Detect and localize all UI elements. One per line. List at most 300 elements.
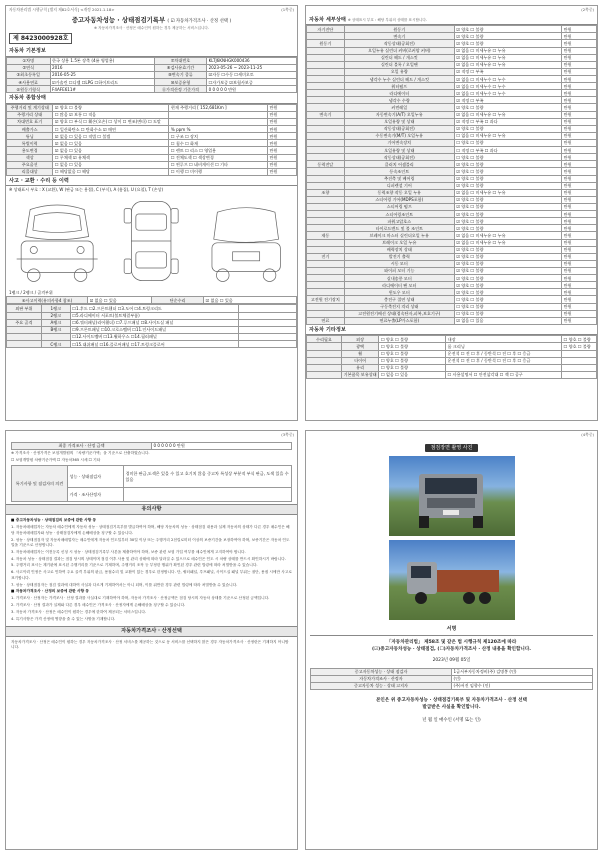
detail-row bbox=[307, 211, 597, 218]
state-row bbox=[7, 154, 297, 161]
detail-row-cell: 작동상태(공회전) bbox=[344, 40, 454, 47]
basic-info-row-cell: ☑가솔린 ☐디젤 ☐LPG ☐하이브리드 bbox=[50, 79, 154, 86]
accident-section: 사고 · 교환 · 수리 등 이력 bbox=[6, 177, 297, 187]
frame-row-cell bbox=[238, 326, 296, 333]
frame-row-cell bbox=[41, 333, 70, 340]
state-row-cell: 만원 bbox=[267, 118, 296, 125]
detail-row-cell bbox=[307, 54, 345, 61]
notice-paragraph: 2. 성능 · 상태점검자 및 자동차매매업자는 매수인에게 자동차 인도일부터 30일 이상 또는 주행거리 2천킬로미터 이상의 보증기간을 보장하여야 하며, 보증기간은 자동차 인도일을 기준으로 산정합니다. bbox=[11, 537, 290, 547]
detail-row-cell bbox=[307, 282, 345, 289]
detail-row-cell: 클러치 어셈블리 bbox=[344, 161, 454, 168]
certificate-line-1: 「자동차관리법」 제58조 및 같은 법 시행규칙 제120조에 따라 bbox=[386, 640, 517, 646]
detail-row bbox=[307, 189, 597, 196]
state-row-cell bbox=[169, 111, 268, 118]
other-row-cell: ☐ 사용설명서 ☐ 안전삼각대 ☐ 잭 ☐ 공구 bbox=[446, 371, 562, 378]
detail-row bbox=[307, 147, 597, 154]
other-row-cell: 운전석 ☐ 전 ☐ 후 / 동반석 ☐ 전 ☐ 후 ☐ 응급 bbox=[446, 350, 562, 357]
state-row-cell: 주행거리 및 계기상태 bbox=[7, 104, 53, 111]
detail-row-cell bbox=[307, 239, 345, 246]
detail-row-cell: 만원 bbox=[562, 175, 597, 182]
frame-row-cell: ☐15.대쉬패널 ☐16.플로어패널 ☐17.트렁크플로어 bbox=[70, 341, 238, 348]
vehicle-rear-view-diagram bbox=[201, 196, 291, 286]
detail-row-cell bbox=[307, 289, 345, 296]
notice-paragraph: 1. 가격조사 · 산정자는 가격조사 · 산정 결과를 사실대로 기재하여야 하며, 자동차 가격조사 · 산정금액은 점검 당시의 자동차 상태를 기준으로 산정된 금액입니다. bbox=[11, 596, 270, 601]
detail-row-cell: 스티어링조인트 bbox=[344, 211, 454, 218]
detail-row-cell bbox=[307, 260, 345, 267]
detail-row-cell bbox=[307, 175, 345, 182]
basic-info-row-cell: ☑자동 ☐수동 ☐세미오토 bbox=[207, 71, 297, 78]
other-row-cell: ☐ 양호 ☐ 불량 bbox=[379, 364, 446, 371]
remark-row-label: 성능 · 상태점검자 bbox=[68, 466, 124, 488]
frame-row-cell: ☐6.쿼터패널(리어휀더) ☐7.루프패널 ☐8.사이드실 패널 bbox=[70, 319, 238, 326]
detail-row-cell: 등속조인트 bbox=[344, 168, 454, 175]
state-row-cell: ☐ 이행 ☐ 미이행 bbox=[169, 168, 268, 175]
detail-row bbox=[307, 54, 597, 61]
state-row-cell: 만원 bbox=[267, 161, 296, 168]
basic-info-row bbox=[7, 71, 297, 78]
other-row-cell: ☐ 양호 ☐ 불량 bbox=[379, 350, 446, 357]
detail-row-cell: 만원 bbox=[562, 303, 597, 310]
detail-row-cell: 오일누유 실린더 커버(로커암 커버) bbox=[344, 47, 454, 54]
detail-row-cell: 오일 유량 bbox=[344, 68, 454, 75]
detail-row-cell: ☑ 양호 ☐ 불량 bbox=[454, 40, 561, 47]
detail-row-cell bbox=[307, 203, 345, 210]
detail-row-cell: 작동상태(공회전) bbox=[344, 125, 454, 132]
detail-table bbox=[306, 25, 597, 325]
other-row-cell: ☐ 양호 ☐ 불량 bbox=[379, 357, 446, 364]
detail-row-cell: 동력조향 작동 오일 누유 bbox=[344, 189, 454, 196]
page-4 bbox=[305, 430, 598, 850]
other-row-cell: ☐ 양호 ☐ 불량 bbox=[379, 336, 446, 343]
frame-row-cell bbox=[238, 341, 296, 348]
detail-row bbox=[307, 203, 597, 210]
state-row-cell: 용도변경 bbox=[7, 147, 53, 154]
other-row-cell bbox=[446, 364, 562, 371]
detail-row-cell: 워터펌프 bbox=[344, 83, 454, 90]
detail-row-cell: ☑ 양호 ☐ 불량 bbox=[454, 168, 561, 175]
frame-row-cell: ☐5.라디에이터 서포트(볼트체결부품) bbox=[70, 312, 238, 319]
state-row-cell: 만원 bbox=[267, 168, 296, 175]
detail-row-cell: ☑ 양호 ☐ 불량 bbox=[454, 246, 561, 253]
detail-row-cell: ☑ 적정 ☐ 부족 bbox=[454, 97, 561, 104]
basic-info-row-cell: ⑧검사유효기간 bbox=[154, 64, 206, 71]
other-row-cell: 룸 크리닝 bbox=[446, 343, 562, 350]
signer-row-cell: 중고자동차성능 · 상태 점검자 bbox=[311, 668, 452, 675]
detail-row-cell: 만원 bbox=[562, 282, 597, 289]
page-header bbox=[306, 431, 597, 440]
document-title bbox=[6, 16, 297, 25]
state-row bbox=[7, 126, 297, 133]
state-row bbox=[7, 118, 297, 125]
basic-info-row-cell: ⑦차대번호 bbox=[154, 57, 206, 64]
detail-row bbox=[307, 47, 597, 54]
detail-row-cell bbox=[307, 132, 345, 139]
detail-row-cell: ☑ 적정 ☐ 부족 bbox=[454, 68, 561, 75]
detail-row-cell: 냉각수 누수 실린더 헤드 / 개스킷 bbox=[344, 76, 454, 83]
other-row-cell bbox=[307, 364, 342, 371]
detail-row-cell: 스티어링 펌프 bbox=[344, 203, 454, 210]
state-row-cell: 주행거리 상태 bbox=[7, 111, 53, 118]
basic-info-row-cell: 0 0 0 0 0 만원 bbox=[207, 86, 297, 93]
page-header bbox=[6, 431, 297, 440]
basic-info-row-cell: 2016 bbox=[50, 64, 154, 71]
state-row-cell: ☐ 무채색 ☑ 유채색 bbox=[53, 154, 169, 161]
detail-row-cell: 실린더 헤드 / 개스킷 bbox=[344, 54, 454, 61]
page-number: (2쪽중) bbox=[581, 7, 594, 12]
detail-row bbox=[307, 90, 597, 97]
detail-row-cell: 만원 bbox=[562, 104, 597, 111]
basic-info-table bbox=[6, 57, 297, 94]
detail-row-cell: ☑ 없음 ☐ 미세누유 ☐ 누유 bbox=[454, 232, 561, 239]
detail-row bbox=[307, 317, 597, 324]
frame-row-cell bbox=[7, 333, 42, 340]
detail-row bbox=[307, 296, 597, 303]
basic-info-row-cell: ④사용연료 bbox=[7, 79, 51, 86]
frame-row-cell: B랭크 bbox=[41, 326, 70, 333]
state-row-cell: ☐ 많음 ☑ 보통 ☐ 적음 bbox=[53, 111, 169, 118]
state-row-cell: 리콜대상 bbox=[7, 168, 53, 175]
detail-row-cell: 만원 bbox=[562, 47, 597, 54]
price-note-2: ☐ 보험개발원 차량기준가액 ☐ 자동차365 시세 ☐ 기타 bbox=[11, 458, 101, 463]
detail-row bbox=[307, 239, 597, 246]
detail-row-cell: ☐ 적정 ☐ 부족 ☐ 과다 bbox=[454, 147, 561, 154]
detail-row-cell: 만원 bbox=[562, 296, 597, 303]
detail-row-cell: ☑ 양호 ☐ 불량 bbox=[454, 196, 561, 203]
other-row-cell: ☐ 없음 ☐ 있음 bbox=[379, 371, 446, 378]
frame-row bbox=[7, 341, 297, 348]
notice-band: 유의사항 bbox=[6, 504, 297, 515]
frame-row-cell: A랭크 bbox=[41, 319, 70, 326]
frame-row-cell bbox=[238, 305, 296, 312]
state-row-cell: 차대번호 표기 bbox=[7, 118, 53, 125]
detail-row-cell: 만원 bbox=[562, 33, 597, 40]
state-row bbox=[7, 133, 297, 140]
detail-row-cell: 커먼레일 bbox=[344, 104, 454, 111]
other-row-cell: ☐ 양호 ☐ 불량 bbox=[562, 336, 597, 343]
page-header bbox=[306, 6, 597, 15]
notice-paragraph: 7. 성능 · 상태점검자는 점검 결과에 대하여 사실과 다르게 기재하여서는 아니 되며, 이를 위반한 경우 관련 법령에 따라 처벌받을 수 있습니다. bbox=[11, 582, 238, 587]
other-table bbox=[306, 335, 597, 379]
other-row bbox=[307, 336, 597, 343]
remark-table bbox=[11, 465, 292, 502]
detail-row-cell: ☑ 양호 ☐ 불량 bbox=[454, 253, 561, 260]
title-text: 중고자동차성능 · 상태점검기록부 bbox=[71, 15, 166, 24]
detail-row bbox=[307, 125, 597, 132]
detail-row bbox=[307, 275, 597, 282]
frame-row-cell bbox=[238, 312, 296, 319]
other-row-cell bbox=[307, 371, 342, 378]
other-row-cell: 광택 bbox=[341, 343, 379, 350]
detail-row-cell: 실린더 블록 / 오일팬 bbox=[344, 61, 454, 68]
detail-row bbox=[307, 282, 597, 289]
document-number: 제 8423000928호 bbox=[9, 33, 72, 45]
detail-row-cell: 만원 bbox=[562, 90, 597, 97]
detail-row-cell: ☐ 양호 ☐ 불량 bbox=[454, 139, 561, 146]
detail-row bbox=[307, 310, 597, 317]
state-row bbox=[7, 168, 297, 175]
frame-row bbox=[7, 333, 297, 340]
detail-row-cell: ☐ 양호 ☐ 불량 bbox=[454, 303, 561, 310]
other-row-cell bbox=[562, 371, 597, 378]
frame-row bbox=[7, 312, 297, 319]
state-row bbox=[7, 147, 297, 154]
detail-row-cell: 배력장치 상태 bbox=[344, 246, 454, 253]
detail-row-cell: 만원 bbox=[562, 182, 597, 189]
state-row-cell: 만원 bbox=[267, 154, 296, 161]
state-row-cell: 배출가스 bbox=[7, 126, 53, 133]
detail-row-cell bbox=[307, 68, 345, 75]
detail-row bbox=[307, 118, 597, 125]
frame-table bbox=[6, 304, 297, 348]
detail-row bbox=[307, 76, 597, 83]
other-row-cell bbox=[307, 343, 342, 350]
state-row-cell: 만원 bbox=[267, 104, 296, 111]
detail-row-cell: ☑ 양호 ☐ 불량 bbox=[454, 125, 561, 132]
detail-section-title: 자동차 세부상태 bbox=[309, 16, 346, 23]
other-row-cell bbox=[307, 357, 342, 364]
state-row-cell: ☐ 없음 ☐ 있음 bbox=[53, 161, 169, 168]
detail-row bbox=[307, 154, 597, 161]
final-price-value: 0 0 0 0 0 0 만원 bbox=[152, 442, 292, 449]
detail-row bbox=[307, 104, 597, 111]
detail-row-cell: 만원 bbox=[562, 68, 597, 75]
other-row-cell: 타이어 bbox=[341, 357, 379, 364]
detail-row-cell bbox=[307, 104, 345, 111]
detail-row-cell bbox=[307, 76, 345, 83]
detail-row bbox=[307, 139, 597, 146]
other-row-cell: 내장 bbox=[446, 336, 562, 343]
confirm-line-1: 본인은 위 중고자동차성능 · 상태점검기록부 및 자동차가격조사 · 산정 선택 bbox=[375, 697, 527, 703]
detail-row-cell bbox=[307, 139, 345, 146]
basic-info-row-cell: 2023-05-26 ~ 2023-11-25 bbox=[207, 64, 297, 71]
state-row-cell: 튜닝 bbox=[7, 133, 53, 140]
frame-row bbox=[7, 326, 297, 333]
detail-row-cell: ☑ 양호 ☐ 불량 bbox=[454, 225, 561, 232]
other-row-cell: 유리 bbox=[341, 364, 379, 371]
state-row-cell: 만원 bbox=[267, 111, 296, 118]
other-row-cell bbox=[307, 350, 342, 357]
detail-row-cell: 만원 bbox=[562, 83, 597, 90]
detail-row bbox=[307, 253, 597, 260]
detail-row-cell: ☑ 양호 ☐ 불량 bbox=[454, 218, 561, 225]
certificate-date: 2023년 09월 05일 bbox=[432, 658, 471, 664]
detail-row-cell: 자동변속기(A/T) 오일누유 bbox=[344, 111, 454, 118]
notice-paragraph: 3. 자동차매매업자는 이전등록 신청 시 성능 · 상태점검기록부 사본을 제출하여야 하며, 보증 관련 보험 가입 여부를 매수인에게 고지하여야 합니다. bbox=[11, 549, 246, 554]
detail-row-cell: 만원 bbox=[562, 203, 597, 210]
detail-row-cell: 만원 bbox=[562, 40, 597, 47]
detail-row bbox=[307, 232, 597, 239]
state-row-cell: 만원 bbox=[267, 126, 296, 133]
basic-info-row-cell: F4AFE611# bbox=[50, 86, 154, 93]
detail-row-cell: 만원 bbox=[562, 246, 597, 253]
notice-title: ■ 중고자동차성능 · 상태점검의 보증에 관한 사항 등 bbox=[11, 518, 97, 523]
detail-row-cell: 오일유량 및 상태 bbox=[344, 118, 454, 125]
detail-row-cell: 충전구 절연 상태 bbox=[344, 296, 454, 303]
accident-history-value: ☑ 없음 ☐ 있음 bbox=[88, 297, 152, 304]
notice-title-2: ■ 자동차가격조사 · 산정의 보증에 관한 사항 등 bbox=[11, 589, 89, 594]
detail-row-cell: 원동기 bbox=[307, 40, 345, 47]
state-row-cell: ☑ 양호 ☐ 부식 ☐ 훼손(오손) ☐ 상이 ☐ 변조(변타) ☐ 도말 bbox=[53, 118, 169, 125]
detail-row-cell: 작동상태(공회전) bbox=[344, 154, 454, 161]
state-section: 자동차 종합상태 bbox=[6, 94, 297, 104]
detail-row bbox=[307, 61, 597, 68]
state-row-cell: ☐ 해당없음 ☐ 해당 bbox=[53, 168, 169, 175]
detail-row-cell: 만원 bbox=[562, 132, 597, 139]
detail-row-cell: 만원 bbox=[562, 168, 597, 175]
detail-row-cell bbox=[307, 211, 345, 218]
truck-front-photo bbox=[389, 456, 515, 536]
detail-row-cell: 변속기 bbox=[307, 111, 345, 118]
state-row-cell: 색상 bbox=[7, 154, 53, 161]
page-number: (1쪽중) bbox=[281, 7, 294, 12]
state-row-cell: ☐ 침수 ☐ 화재 bbox=[169, 140, 268, 147]
basic-info-row-cell: 한국 상용 1.5톤 장축 (4륜 영업용) bbox=[50, 57, 154, 64]
detail-row bbox=[307, 168, 597, 175]
state-row-cell: 특별이력 bbox=[7, 140, 53, 147]
notice-paragraph: 1. 자동차매매업자는 자동차 매수인에게 자동차 성능 · 상태점검기록부를 발급하여야 하며, 해당 자동차의 성능 · 상태점검 내용과 실제 자동차의 상태가 다른 경우 매수인은 해당 자동차매매업자와 성능 · 상태점검자에게 손해배상을 청구할 수 있습니다. bbox=[11, 525, 290, 535]
detail-row-cell: 라디에이터 bbox=[344, 90, 454, 97]
state-row bbox=[7, 140, 297, 147]
detail-row-cell: ☑ 양호 ☐ 불량 bbox=[454, 26, 561, 33]
detail-row bbox=[307, 260, 597, 267]
state-row-cell: ☑ 없음 ☐ 있음 ☐ 적법 ☐ 불법 bbox=[53, 133, 169, 140]
detail-row-cell: ☑ 양호 ☐ 불량 bbox=[454, 260, 561, 267]
detail-row-cell: 스티어링 기어(MDPS포함) bbox=[344, 196, 454, 203]
basic-info-row bbox=[7, 86, 297, 93]
detail-row-cell: ☑ 양호 ☐ 불량 bbox=[454, 282, 561, 289]
detail-row-cell: ☑ 적정 ☐ 부족 ☐ 과다 bbox=[454, 118, 561, 125]
final-price-table bbox=[11, 442, 292, 450]
confirm-line-2: 발급받은 사실을 확인합니다. bbox=[422, 704, 481, 710]
state-row-cell: ☐ 렌트 ☐ 리스 ☐ 영업용 bbox=[169, 147, 268, 154]
frame-row-cell: ☐1.후드 ☐2.프론트휀더 ☐3.도어 ☐4.트렁크리드 bbox=[70, 305, 238, 312]
other-row-cell: 운전석 ☐ 전 ☐ 후 / 동반석 ☐ 전 ☐ 후 ☐ 응급 bbox=[446, 357, 562, 364]
detail-row-cell: 만원 bbox=[562, 139, 597, 146]
page-number: (3쪽중) bbox=[281, 432, 294, 437]
detail-row bbox=[307, 26, 597, 33]
detail-row bbox=[307, 33, 597, 40]
detail-row bbox=[307, 182, 597, 189]
other-row-cell bbox=[562, 364, 597, 371]
basic-info-row bbox=[7, 79, 297, 86]
detail-row-cell: ☑ 없음 ☐ 미세누유 ☐ 누유 bbox=[454, 189, 561, 196]
detail-row-cell: 오일유량 및 상태 bbox=[344, 147, 454, 154]
other-row bbox=[307, 350, 597, 357]
remark-row2-label: 가격 · 조사산정자 bbox=[68, 488, 124, 502]
detail-row-cell: 구동축전지 격리 상태 bbox=[344, 303, 454, 310]
detail-row-cell: ☑ 양호 ☐ 불량 bbox=[454, 211, 561, 218]
detail-row-cell bbox=[307, 310, 345, 317]
detail-row-cell: 수동변속기(M/T) 오일누유 bbox=[344, 132, 454, 139]
other-row bbox=[307, 357, 597, 364]
detail-row-cell: 만원 bbox=[562, 275, 597, 282]
page-2 bbox=[305, 5, 598, 421]
page-header bbox=[6, 6, 297, 15]
detail-row-cell: ☑ 양호 ☐ 불량 bbox=[454, 182, 561, 189]
detail-row-cell: ☑ 양호 ☐ 불량 bbox=[454, 267, 561, 274]
detail-row-cell: 만원 bbox=[562, 76, 597, 83]
frame-row-cell: C랭크 bbox=[41, 341, 70, 348]
detail-row-cell bbox=[307, 168, 345, 175]
frame-row-cell bbox=[238, 333, 296, 340]
detail-row-cell: 만원 bbox=[562, 310, 597, 317]
truck-side-image bbox=[389, 540, 515, 620]
notice-paragraph: 2. 가격조사 · 산정 결과가 실제와 다른 경우 매수인은 가격조사 · 산정자에게 손해배상을 청구할 수 있습니다. bbox=[11, 603, 186, 608]
vehicle-front-view-diagram bbox=[12, 196, 102, 286]
notice-paragraph: 3. 자동차 가격조사 · 산정은 매수인이 원하는 경우에 한하여 제공되는 서비스입니다. bbox=[11, 609, 147, 614]
detail-row bbox=[307, 161, 597, 168]
frame-row-cell: 주요 골격 bbox=[7, 319, 42, 326]
detail-row-cell bbox=[307, 182, 345, 189]
detail-row bbox=[307, 267, 597, 274]
detail-row-cell: 만원 bbox=[562, 225, 597, 232]
detail-row-cell: 만원 bbox=[562, 253, 597, 260]
notice-paragraph: 4. 자동차 성능 · 상태점검 결과는 점검 당시의 상태이며 점검 이후 사용 및 관리 상태에 따라 달라질 수 있으므로 매수인은 인도 시 차량 상태를 반드시 확인하시기 바랍니다. bbox=[11, 556, 286, 561]
frame-row-cell bbox=[238, 319, 296, 326]
detail-row-cell: 만원 bbox=[562, 161, 597, 168]
detail-row-cell bbox=[307, 275, 345, 282]
signer-row-cell: 1급서부자동차정비(주) 김명봉 (인) bbox=[452, 668, 593, 675]
frame-row-cell: 외판 부위 bbox=[7, 305, 42, 312]
basic-info-section: 자동차 기본정보 bbox=[6, 47, 297, 57]
detail-row-cell: 연료누출(LP가스포함) bbox=[344, 317, 454, 324]
notice-paragraph: 6. 사고이력 인정은 사고로 인하여 주요 골격 부위의 판금, 용접수리 및 교환이 있는 경우로 한정합니다. 단, 쿼터패널, 루프패널, 사이드실 패널 부위는 절단, 용접 시에만 사고로 표기합니다. bbox=[11, 570, 292, 580]
signers-table bbox=[310, 668, 593, 690]
state-row-cell: 현재 주행거리 [ 152,681Km ] bbox=[169, 104, 268, 111]
frame-row-cell bbox=[7, 341, 42, 348]
other-row-cell: 휠 bbox=[341, 350, 379, 357]
detail-row bbox=[307, 196, 597, 203]
other-section: 자동차 기타정보 bbox=[306, 326, 597, 336]
simple-repair-label: 단순수리 bbox=[151, 297, 203, 304]
frame-row bbox=[7, 319, 297, 326]
other-row-cell: ☐ 양호 ☐ 불량 bbox=[379, 343, 446, 350]
frame-row-cell: ☐9.프론트패널 ☐10.크로스멤버 ☐11.인사이드패널 bbox=[70, 326, 238, 333]
detail-row-cell: ☑ 없음 ☐ 미세누유 ☐ 누유 bbox=[454, 239, 561, 246]
other-row-cell bbox=[562, 350, 597, 357]
frame-row-cell bbox=[7, 312, 42, 319]
detail-row-cell: ☑ 없음 ☐ 미세누수 ☐ 누수 bbox=[454, 76, 561, 83]
detail-row-cell bbox=[307, 225, 345, 232]
final-price-title: 최종 가격조사 · 산정 금액 bbox=[12, 442, 152, 449]
other-row bbox=[307, 371, 597, 378]
vehicle-diagram bbox=[6, 193, 297, 289]
detail-row-cell: 전기 bbox=[307, 253, 345, 260]
detail-row-cell bbox=[307, 147, 345, 154]
basic-info-row bbox=[7, 64, 297, 71]
signer-row-cell: 자동차가격조사 · 산정자 bbox=[311, 675, 452, 682]
detail-row-cell bbox=[307, 154, 345, 161]
detail-row-cell: ☐ 없음 ☐ 미세누유 ☐ 누유 bbox=[454, 132, 561, 139]
subnote: ※ 자동차가격조사 · 산정은 매수인이 원하는 경우 제공하는 서비스입니다. bbox=[93, 26, 210, 31]
detail-row-cell: 만원 bbox=[562, 289, 597, 296]
title-check: ( ☑ 자동차가격조사 · 산정 선택 ) bbox=[167, 18, 232, 24]
detail-row-cell: ☐ 양호 ☐ 불량 bbox=[454, 296, 561, 303]
detail-row-cell: 기어변속장치 bbox=[344, 139, 454, 146]
detail-row-cell: 만원 bbox=[562, 218, 597, 225]
detail-row-cell: 브레이크 오일 누유 bbox=[344, 239, 454, 246]
remark-label: 특기사항 및 점검자의 의견 bbox=[12, 466, 68, 502]
notice-paragraph: 4. 특기사항은 가격 산정에 영향을 줄 수 있는 사항을 기재합니다. bbox=[11, 616, 116, 621]
detail-row-cell bbox=[307, 97, 345, 104]
basic-info-row-cell: ⑩보증유형 bbox=[154, 79, 206, 86]
frame-row-cell: ☐12.사이드멤버 ☐13.휠하우스 ☐14.필러패널 bbox=[70, 333, 238, 340]
state-row bbox=[7, 104, 297, 111]
detail-row-cell: ☑ 없음 ☐ 미세누유 ☐ 누유 bbox=[454, 61, 561, 68]
signer-row-cell: (인) bbox=[452, 675, 593, 682]
detail-row-cell: 파워고압호스 bbox=[344, 218, 454, 225]
state-row-cell: ☐ 구조 ☐ 장치 bbox=[169, 133, 268, 140]
